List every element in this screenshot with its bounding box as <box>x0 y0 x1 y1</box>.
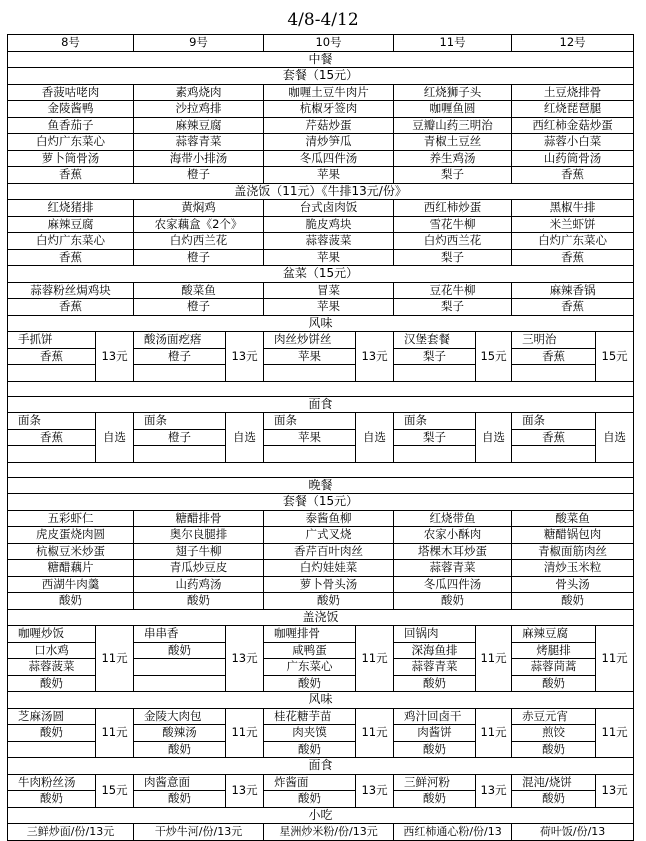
price-cell: 15元 <box>96 774 134 807</box>
dish-cell: 酸奶 <box>264 593 394 610</box>
dish-cell: 杭椒豆米炒蛋 <box>8 543 134 560</box>
dish-cell: 香菠咕咾肉 <box>8 84 134 101</box>
section-header: 风味 <box>8 315 634 332</box>
dish-cell: 虎皮蛋烧肉圆 <box>8 527 134 544</box>
price-cell: 11元 <box>596 708 634 758</box>
dish-cell: 鱼香茄子 <box>8 117 134 134</box>
dish-cell: 酸奶 <box>512 741 596 758</box>
dish-cell: 青椒土豆丝 <box>394 134 512 151</box>
empty-cell <box>134 446 226 463</box>
price-cell: 13元 <box>356 774 394 807</box>
dish-cell: 酸奶 <box>512 675 596 692</box>
dish-cell: 梨子 <box>394 299 512 316</box>
dish-cell: 橙子 <box>134 299 264 316</box>
dish-cell: 杭椒牙签肉 <box>264 101 394 118</box>
dish-cell: 白灼广东菜心 <box>8 134 134 151</box>
dish-cell: 芹菇炒蛋 <box>264 117 394 134</box>
dish-cell: 农家小酥肉 <box>394 527 512 544</box>
section-header: 盆菜（15元） <box>8 266 634 283</box>
empty-cell <box>8 365 96 382</box>
dish-cell: 面条 <box>394 413 476 430</box>
dish-cell: 蒜蓉菠菜 <box>264 233 394 250</box>
dish-cell: 香芹百叶肉丝 <box>264 543 394 560</box>
dish-cell: 面条 <box>8 413 96 430</box>
dish-cell: 苹果 <box>264 429 356 446</box>
day-header: 10号 <box>264 35 394 52</box>
spacer-cell <box>8 381 634 396</box>
dish-cell: 酸奶 <box>134 791 226 808</box>
price-cell: 13元 <box>476 774 512 807</box>
section-header: 中餐 <box>8 51 634 68</box>
dish-cell: 白灼娃娃菜 <box>264 560 394 577</box>
weekly-menu-table <box>7 34 634 841</box>
dish-cell: 口水鸡 <box>8 642 96 659</box>
price-cell: 自选 <box>356 413 394 463</box>
dish-cell: 西湖牛肉羹 <box>8 576 134 593</box>
dish-cell: 酸奶 <box>8 725 96 742</box>
dish-cell: 酸辣汤 <box>134 725 226 742</box>
dish-cell: 酸奶 <box>394 593 512 610</box>
price-cell: 自选 <box>596 413 634 463</box>
price-cell: 13元 <box>226 332 264 382</box>
dish-cell: 香蕉 <box>512 249 634 266</box>
dish-cell: 赤豆元宵 <box>512 708 596 725</box>
price-cell: 13元 <box>596 774 634 807</box>
dish-cell: 梨子 <box>394 348 476 365</box>
dish-cell: 蒜蓉小白菜 <box>512 134 634 151</box>
empty-cell <box>264 446 356 463</box>
section-header: 面食 <box>8 758 634 775</box>
empty-cell <box>134 365 226 382</box>
dish-cell: 泰酱鱼柳 <box>264 510 394 527</box>
dish-cell: 红烧带鱼 <box>394 510 512 527</box>
price-cell: 11元 <box>226 708 264 758</box>
dish-cell: 麻辣豆腐 <box>134 117 264 134</box>
section-header: 盖浇饭 <box>8 609 634 626</box>
dish-cell: 香蕉 <box>512 167 634 184</box>
empty-cell <box>8 446 96 463</box>
dish-cell: 酸菜鱼 <box>134 282 264 299</box>
dish-cell: 蒜蓉青菜 <box>394 659 476 676</box>
dish-cell: 五彩虾仁 <box>8 510 134 527</box>
dish-cell: 酸奶 <box>512 791 596 808</box>
dish-cell: 酸奶 <box>134 741 226 758</box>
snack-cell: 干炒牛河/份/13元 <box>134 824 264 841</box>
dish-cell: 金陵大肉包 <box>134 708 226 725</box>
dish-cell: 咖喱炒饭 <box>8 626 96 643</box>
dish-cell: 咖喱排骨 <box>264 626 356 643</box>
section-header: 套餐（15元） <box>8 68 634 85</box>
dish-cell: 香蕉 <box>8 299 134 316</box>
price-cell: 自选 <box>226 413 264 463</box>
dish-cell: 牛肉粉丝汤 <box>8 774 96 791</box>
dish-cell: 萝卜筒骨汤 <box>8 150 134 167</box>
dish-cell: 蒜蓉茼蒿 <box>512 659 596 676</box>
section-header: 盖浇饭（11元）《牛排13元/份》 <box>8 183 634 200</box>
dish-cell: 苹果 <box>264 167 394 184</box>
dish-cell: 桂花糖芋苗 <box>264 708 356 725</box>
dish-cell: 糖醋排骨 <box>134 510 264 527</box>
dish-cell: 广东菜心 <box>264 659 356 676</box>
dish-cell: 三明治 <box>512 332 596 349</box>
dish-cell: 豆瓣山药三明治 <box>394 117 512 134</box>
dish-cell: 萝卜骨头汤 <box>264 576 394 593</box>
dish-cell: 酸奶 <box>134 593 264 610</box>
dish-cell: 蒜蓉青菜 <box>394 560 512 577</box>
dish-cell: 香蕉 <box>512 299 634 316</box>
dish-cell: 梨子 <box>394 167 512 184</box>
dish-cell <box>134 675 226 692</box>
dish-cell: 酸奶 <box>134 642 226 659</box>
dish-cell: 红烧狮子头 <box>394 84 512 101</box>
dish-cell: 麻辣豆腐 <box>512 626 596 643</box>
dish-cell: 蒜蓉粉丝焗鸡块 <box>8 282 134 299</box>
dish-cell: 白灼西兰花 <box>394 233 512 250</box>
dish-cell: 苹果 <box>264 348 356 365</box>
price-cell: 11元 <box>476 708 512 758</box>
dish-cell: 汉堡套餐 <box>394 332 476 349</box>
dish-cell: 烤腿排 <box>512 642 596 659</box>
dish-cell: 鸡汁回卤干 <box>394 708 476 725</box>
dish-cell: 三鲜河粉 <box>394 774 476 791</box>
dish-cell: 农家藕盒《2个》 <box>134 216 264 233</box>
price-cell: 15元 <box>476 332 512 382</box>
price-cell: 11元 <box>96 626 134 692</box>
dish-cell: 素鸡烧肉 <box>134 84 264 101</box>
section-header: 晚餐 <box>8 477 634 494</box>
dish-cell: 清炒玉米粒 <box>512 560 634 577</box>
dish-cell: 冬瓜四件汤 <box>394 576 512 593</box>
dish-cell: 酸汤面疙瘩 <box>134 332 226 349</box>
dish-cell: 骨头汤 <box>512 576 634 593</box>
snack-cell: 星洲炒米粉/份/13元 <box>264 824 394 841</box>
dish-cell: 冒菜 <box>264 282 394 299</box>
dish-cell: 酸奶 <box>512 593 634 610</box>
empty-cell <box>512 365 596 382</box>
dish-cell: 山药筒骨汤 <box>512 150 634 167</box>
price-cell: 11元 <box>96 708 134 758</box>
dish-cell: 红烧琵琶腿 <box>512 101 634 118</box>
section-header: 套餐（15元） <box>8 494 634 511</box>
dish-cell: 橙子 <box>134 249 264 266</box>
dish-cell: 酸奶 <box>8 675 96 692</box>
dish-cell: 酸奶 <box>394 791 476 808</box>
dish-cell: 蒜蓉青菜 <box>134 134 264 151</box>
dish-cell: 混沌/烧饼 <box>512 774 596 791</box>
dish-cell: 咖喱土豆牛肉片 <box>264 84 394 101</box>
section-header: 风味 <box>8 692 634 709</box>
dish-cell: 白灼广东菜心 <box>512 233 634 250</box>
dish-cell: 橙子 <box>134 167 264 184</box>
dish-cell: 面条 <box>264 413 356 430</box>
dish-cell: 山药鸡汤 <box>134 576 264 593</box>
snack-cell: 三鲜炒面/份/13元 <box>8 824 134 841</box>
dish-cell: 酸奶 <box>264 791 356 808</box>
empty-cell <box>264 365 356 382</box>
dish-cell: 麻辣香锅 <box>512 282 634 299</box>
dish-cell: 苹果 <box>264 249 394 266</box>
price-cell: 13元 <box>226 626 264 692</box>
empty-cell <box>394 446 476 463</box>
dish-cell: 面条 <box>134 413 226 430</box>
empty-cell <box>512 446 596 463</box>
dish-cell: 青瓜炒豆皮 <box>134 560 264 577</box>
dish-cell: 酸奶 <box>264 741 356 758</box>
dish-cell: 香蕉 <box>8 429 96 446</box>
dish-cell: 冬瓜四件汤 <box>264 150 394 167</box>
dish-cell: 糖醋藕片 <box>8 560 134 577</box>
dish-cell: 酸奶 <box>8 593 134 610</box>
dish-cell: 橙子 <box>134 348 226 365</box>
dish-cell: 梨子 <box>394 249 512 266</box>
price-cell: 15元 <box>596 332 634 382</box>
dish-cell: 梨子 <box>394 429 476 446</box>
price-cell: 13元 <box>356 332 394 382</box>
snack-cell: 西红柿通心粉/份/13 <box>394 824 512 841</box>
dish-cell: 土豆烧排骨 <box>512 84 634 101</box>
dish-cell: 肉夹馍 <box>264 725 356 742</box>
snack-cell: 荷叶饭/份/13 <box>512 824 634 841</box>
dish-cell: 炸酱面 <box>264 774 356 791</box>
dish-cell: 肉酱饼 <box>394 725 476 742</box>
dish-cell: 清炒笋瓜 <box>264 134 394 151</box>
dish-cell: 面条 <box>512 413 596 430</box>
dish-cell: 翅子牛柳 <box>134 543 264 560</box>
dish-cell: 串串香 <box>134 626 226 643</box>
dish-cell: 麻辣豆腐 <box>8 216 134 233</box>
price-cell: 11元 <box>476 626 512 692</box>
dish-cell: 米兰虾饼 <box>512 216 634 233</box>
dish-cell: 咖喱鱼圆 <box>394 101 512 118</box>
dish-cell: 养生鸡汤 <box>394 150 512 167</box>
dish-cell: 西红柿炒蛋 <box>394 200 512 217</box>
dish-cell: 红烧猪排 <box>8 200 134 217</box>
dish-cell: 苹果 <box>264 299 394 316</box>
dish-cell: 奥尔良腿排 <box>134 527 264 544</box>
dish-cell: 广式叉烧 <box>264 527 394 544</box>
dish-cell: 回锅肉 <box>394 626 476 643</box>
dish-cell: 香蕉 <box>8 348 96 365</box>
dish-cell: 糖醋锅包肉 <box>512 527 634 544</box>
dish-cell: 白灼广东菜心 <box>8 233 134 250</box>
day-header: 12号 <box>512 35 634 52</box>
dish-cell: 香蕉 <box>512 348 596 365</box>
dish-cell: 雪花牛柳 <box>394 216 512 233</box>
day-header: 8号 <box>8 35 134 52</box>
dish-cell: 白灼西兰花 <box>134 233 264 250</box>
dish-cell: 煎饺 <box>512 725 596 742</box>
dish-cell: 芝麻汤圆 <box>8 708 96 725</box>
day-header: 11号 <box>394 35 512 52</box>
dish-cell: 橙子 <box>134 429 226 446</box>
dish-cell: 青椒面筋肉丝 <box>512 543 634 560</box>
dish-cell: 脆皮鸡块 <box>264 216 394 233</box>
price-cell: 11元 <box>356 626 394 692</box>
dish-cell: 蒜蓉菠菜 <box>8 659 96 676</box>
section-header: 小吃 <box>8 807 634 824</box>
price-cell: 13元 <box>96 332 134 382</box>
price-cell: 11元 <box>596 626 634 692</box>
price-cell: 自选 <box>96 413 134 463</box>
dish-cell: 香蕉 <box>8 249 134 266</box>
dish-cell: 酸奶 <box>394 675 476 692</box>
price-cell: 13元 <box>226 774 264 807</box>
dish-cell: 肉酱意面 <box>134 774 226 791</box>
dish-cell: 海带小排汤 <box>134 150 264 167</box>
dish-cell: 台式卤肉饭 <box>264 200 394 217</box>
section-header: 面食 <box>8 396 634 413</box>
dish-cell: 深海鱼排 <box>394 642 476 659</box>
dish-cell: 酸奶 <box>394 741 476 758</box>
dish-cell: 酸菜鱼 <box>512 510 634 527</box>
dish-cell: 手抓饼 <box>8 332 96 349</box>
dish-cell: 黄焖鸡 <box>134 200 264 217</box>
dish-cell <box>134 659 226 676</box>
dish-cell: 塔棵木耳炒蛋 <box>394 543 512 560</box>
dish-cell: 咸鸭蛋 <box>264 642 356 659</box>
dish-cell: 金陵酱鸭 <box>8 101 134 118</box>
spacer-cell <box>8 462 634 477</box>
menu-title: 4/8-4/12 <box>287 10 359 30</box>
dish-cell: 西红柿金菇炒蛋 <box>512 117 634 134</box>
dish-cell: 豆花牛柳 <box>394 282 512 299</box>
empty-cell <box>394 365 476 382</box>
dish-cell: 酸奶 <box>8 791 96 808</box>
dish-cell <box>8 741 96 758</box>
dish-cell: 沙拉鸡排 <box>134 101 264 118</box>
dish-cell: 香蕉 <box>8 167 134 184</box>
dish-cell: 黑椒牛排 <box>512 200 634 217</box>
price-cell: 自选 <box>476 413 512 463</box>
day-header: 9号 <box>134 35 264 52</box>
dish-cell: 酸奶 <box>264 675 356 692</box>
dish-cell: 香蕉 <box>512 429 596 446</box>
dish-cell: 肉丝炒饼丝 <box>264 332 356 349</box>
price-cell: 11元 <box>356 708 394 758</box>
